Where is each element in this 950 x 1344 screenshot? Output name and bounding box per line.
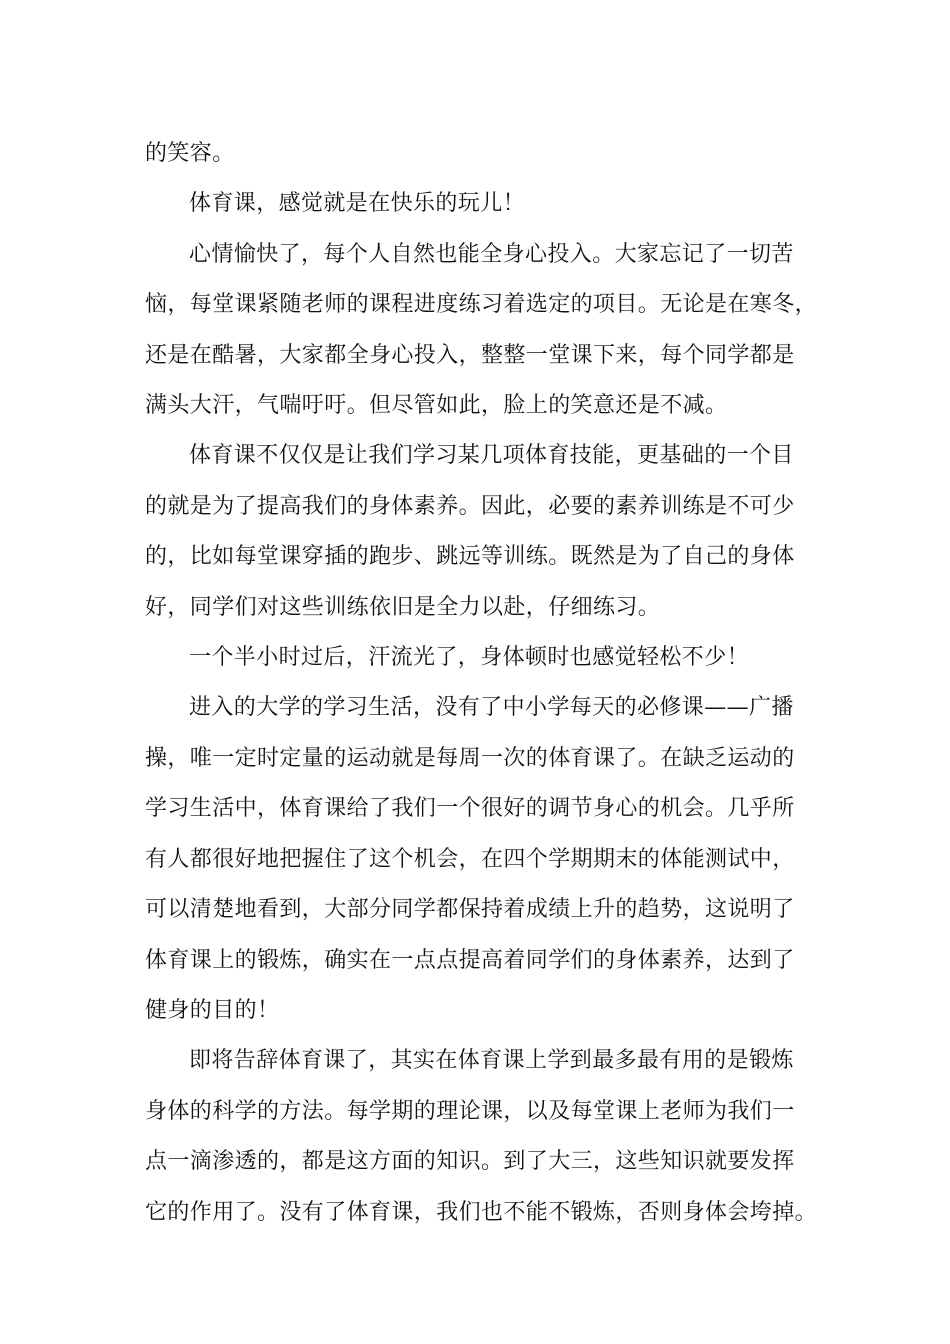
text-line: 的笑容。 <box>145 141 235 166</box>
document-body <box>145 129 825 1238</box>
text-line: 点一滴渗透的，都是这方面的知识。到了大三，这些知识就要发挥 <box>145 1149 795 1175</box>
text-line: 可以清楚地看到，大部分同学都保持着成绩上升的趋势，这说明了 <box>145 897 795 923</box>
text-line: 健身的目的！ <box>145 997 280 1023</box>
text-line: 体育课不仅仅是让我们学习某几项体育技能，更基础的一个目 <box>189 443 794 469</box>
text-line: 操，唯一定时定量的运动就是每周一次的体育课了。在缺乏运动的 <box>145 745 795 771</box>
text-line: 体育课，感觉就是在快乐的玩儿！ <box>189 191 526 217</box>
text-line: 的就是为了提高我们的身体素养。因此，必要的素养训练是不可少 <box>145 493 795 519</box>
text-line: 恼，每堂课紧随老师的课程进度练习着选定的项目。无论是在寒冬， <box>145 292 818 318</box>
text-line: 满头大汗，气喘吁吁。但尽管如此，脸上的笑意还是不减。 <box>145 393 728 419</box>
text-line: 它的作用了。没有了体育课，我们也不能不锻炼，否则身体会垮掉。 <box>145 1199 818 1225</box>
text-line: 好，同学们对这些训练依旧是全力以赴，仔细练习。 <box>145 594 661 620</box>
paragraph <box>145 431 825 633</box>
text-line: 一个半小时过后，汗流光了，身体顿时也感觉轻松不少！ <box>189 645 750 671</box>
text-line: 的，比如每堂课穿插的跑步、跳远等训练。既然是为了自己的身体 <box>145 544 795 570</box>
paragraph <box>145 633 825 683</box>
paragraph <box>145 683 825 1036</box>
text-line: 心情愉快了，每个人自然也能全身心投入。大家忘记了一切苦 <box>189 241 794 267</box>
paragraph <box>145 230 825 432</box>
text-line: 有人都很好地把握住了这个机会，在四个学期期末的体能测试中， <box>145 846 795 872</box>
text-line: 还是在酷暑，大家都全身心投入，整整一堂课下来，每个同学都是 <box>145 342 795 368</box>
text-line: 学习生活中，体育课给了我们一个很好的调节身心的机会。几乎所 <box>145 796 795 822</box>
text-line: 即将告辞体育课了，其实在体育课上学到最多最有用的是锻炼 <box>189 1048 794 1074</box>
text-line: 进入的大学的学习生活，没有了中小学每天的必修课——广播 <box>189 695 794 721</box>
paragraph <box>145 179 825 229</box>
text-line: 体育课上的锻炼，确实在一点点提高着同学们的身体素养，达到了 <box>145 947 795 973</box>
text-line: 身体的科学的方法。每学期的理论课，以及每堂课上老师为我们一 <box>145 1098 795 1124</box>
paragraph <box>145 1036 825 1238</box>
paragraph <box>145 129 825 179</box>
